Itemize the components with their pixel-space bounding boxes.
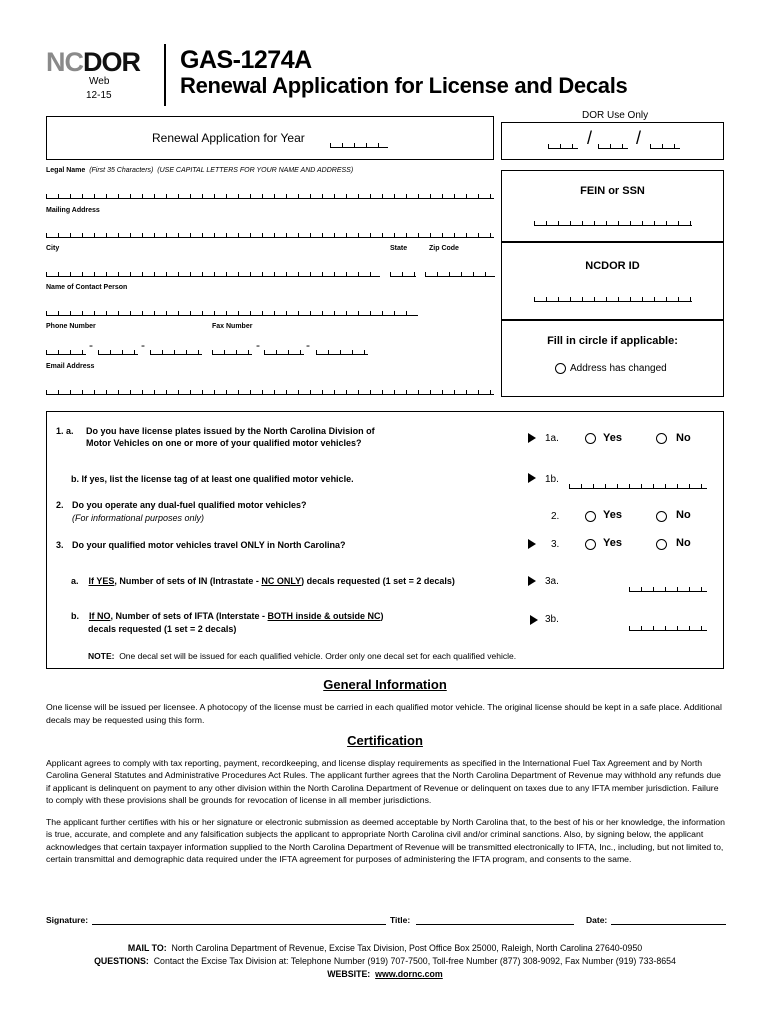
address-changed-label: Address has changed (570, 363, 667, 374)
q2-no-radio[interactable] (656, 511, 667, 522)
legal-name-row (46, 167, 353, 174)
q3b-if-no: If NO (89, 611, 111, 621)
decal-note (88, 651, 516, 661)
q3b-text (71, 611, 384, 621)
questions-label: QUESTIONS: (94, 956, 149, 966)
dor-slash-2: / (636, 128, 642, 148)
q1b-license-tag-input[interactable] (569, 484, 707, 489)
date-label: Date: (586, 915, 608, 925)
footer-website (0, 969, 770, 979)
website-label: WEBSITE: (327, 969, 371, 979)
header-divider (164, 44, 166, 106)
mail-to-label: MAIL TO: (127, 943, 167, 953)
q3a-mid: , Number of sets of IN (Intrastate - (114, 576, 262, 586)
dor-use-only-box (501, 122, 724, 160)
q3a-sets-input[interactable] (629, 587, 707, 592)
q3-number: 3. (56, 540, 64, 550)
q3a-prefix: a. (71, 576, 79, 586)
title-input[interactable] (416, 924, 574, 925)
zip-label: Zip Code (429, 245, 459, 252)
q1b-ref: 1b. (545, 474, 559, 485)
q1a-arrow-icon (528, 433, 536, 443)
city-input[interactable] (46, 272, 380, 277)
footer-mail-to (0, 943, 770, 953)
q1a-text-1: Do you have license plates issued by the North Carolina Division of (86, 426, 375, 436)
general-info-text: One license will be issued per licensee. A photocopy of the license must be carried in each qualified motor vehicle. The original license should be kept in a safe place. Additional decals may be requested using this form. (46, 702, 722, 725)
ncdor-logo (46, 47, 140, 77)
q3b-text-2: decals requested (1 set = 2 decals) (88, 624, 237, 634)
q1b-text: b. If yes, list the license tag of at least one qualified motor vehicle. (71, 474, 354, 484)
questions-text: Contact the Excise Tax Division at: Telephone Number (919) 707-7500, Toll-free Number (877) 308-9092, Fax Number (919) 733-8654 (153, 956, 676, 966)
certification-para-1: Applicant agrees to comply with tax reporting, payment, recordkeeping, and license display requirements as specified in the International Fuel Tax Agreement and by North Carolina General Statutes and Administrative Procedures Act Rules. The applicant further agrees that the North Carolina Department of Revenue may withhold any refunds due if applicant is delinquent on payment to any other division within the North Carolina Department of Revenue or delinquent on taxes due to any IFTA member jurisdiction. Failure to comply with these provisions shall be grounds for revocation of license in all member jurisdictions. (46, 758, 721, 806)
q2-ref: 2. (551, 511, 560, 522)
logo-nc: NC (46, 47, 83, 77)
mailing-address-input[interactable] (46, 233, 494, 238)
note-text: One decal set will be issued for each qualified vehicle. Order only one decal set for each qualified vehicle. (119, 651, 517, 661)
phone-prefix-input[interactable] (98, 350, 138, 355)
website-link[interactable]: www.dornc.com (375, 969, 443, 979)
q1a-no-label: No (676, 432, 691, 444)
q2-text-2: (For informational purposes only) (72, 513, 205, 523)
q3-text: Do your qualified motor vehicles travel ONLY in North Carolina? (72, 540, 346, 550)
mail-to-text: North Carolina Department of Revenue, Excise Tax Division, Post Office Box 25000, Raleigh, North Carolina 27640-0950 (171, 943, 643, 953)
dor-use-field-1 (548, 144, 578, 149)
q1a-yes-label: Yes (603, 432, 622, 444)
address-changed-radio[interactable] (555, 363, 566, 374)
dor-use-field-2 (598, 144, 628, 149)
state-label: State (390, 245, 408, 252)
fein-ssn-label: FEIN or SSN (580, 185, 645, 197)
web-label: Web (89, 76, 110, 87)
q3-ref: 3. (551, 539, 560, 550)
fein-ssn-input[interactable] (534, 221, 692, 226)
note-label: NOTE: (88, 651, 115, 661)
fax-area-input[interactable] (212, 350, 252, 355)
q3b-sets-input[interactable] (629, 626, 707, 631)
q2-number: 2. (56, 500, 64, 510)
q3-yes-label: Yes (603, 537, 622, 549)
q3a-text (71, 576, 455, 586)
fax-prefix-input[interactable] (264, 350, 304, 355)
legal-name-input[interactable] (46, 194, 494, 199)
phone-label: Phone Number (46, 323, 96, 330)
certification-heading: Certification (347, 733, 423, 748)
q3-yes-radio[interactable] (585, 539, 596, 550)
mailing-address-label: Mailing Address (46, 207, 100, 214)
q3b-arrow-icon (530, 615, 538, 625)
q3a-nc-only: NC ONLY (261, 576, 302, 586)
phone-dash-1: - (89, 338, 93, 352)
state-input[interactable] (390, 272, 416, 277)
ncdor-id-input[interactable] (534, 297, 692, 302)
q1a-ref: 1a. (545, 433, 559, 444)
q1a-text-2: Motor Vehicles on one or more of your qualified motor vehicles? (86, 438, 362, 448)
phone-area-input[interactable] (46, 350, 86, 355)
fax-dash-1: - (256, 338, 260, 352)
fax-label: Fax Number (212, 323, 253, 330)
legal-name-label: Legal Name (46, 167, 86, 174)
q3b-mid: , Number of sets of IFTA (Interstate - (110, 611, 268, 621)
title-label: Title: (390, 915, 411, 925)
fill-in-circle-label: Fill in circle if applicable: (547, 335, 678, 347)
logo-dor: DOR (83, 47, 140, 77)
fax-dash-2: - (306, 338, 310, 352)
q3-arrow-icon (528, 539, 536, 549)
footer-questions (0, 956, 770, 966)
q3b-end: ) (380, 611, 384, 621)
q3-no-label: No (676, 537, 691, 549)
phone-dash-2: - (141, 338, 145, 352)
q1b-arrow-icon (528, 473, 536, 483)
city-label: City (46, 245, 60, 252)
q2-text-1: Do you operate any dual-fuel qualified motor vehicles? (72, 500, 307, 510)
q1a-number: 1. a. (56, 426, 74, 436)
legal-name-note-1: (First 35 Characters) (89, 167, 154, 174)
signature-label: Signature: (46, 915, 89, 925)
q1a-no-radio[interactable] (656, 433, 667, 444)
certification-para-2: The applicant further certifies with his or her signature or electronic submission as deemed acceptable by North Carolina that, to the best of his or her knowledge, the information is true, accurate, and complete and any falsification subjects the applicant to appropriate North Carolina civil and/or criminal sanctions. Also, by signing below, the applicant acknowledges that certain taxpayer information supplied to the North Carolina Department of Revenue will be transmitted electronically to IFTA, Inc., including, but not limited to, certain transmittal and demographic data required under the IFTA agreement for purposes of administering the IFTA program, and consents to the same. (46, 817, 725, 865)
dor-use-field-3 (650, 144, 680, 149)
q3a-arrow-icon (528, 576, 536, 586)
dor-use-only-label: DOR Use Only (582, 110, 649, 121)
renewal-year-input[interactable] (330, 143, 388, 148)
general-info-heading: General Information (323, 677, 447, 692)
form-number: GAS-1274A (180, 46, 312, 74)
email-label: Email Address (46, 363, 95, 370)
q3a-ref: 3a. (545, 576, 559, 587)
date-input[interactable] (611, 924, 726, 925)
email-input[interactable] (46, 390, 494, 395)
zip-input[interactable] (425, 272, 495, 277)
q1a-yes-radio[interactable] (585, 433, 596, 444)
renewal-year-label: Renewal Application for Year (152, 131, 305, 145)
fax-line-input[interactable] (316, 350, 368, 355)
q2-yes-radio[interactable] (585, 511, 596, 522)
q2-yes-label: Yes (603, 509, 622, 521)
ncdor-id-label: NCDOR ID (585, 260, 640, 272)
revision-date: 12-15 (86, 90, 112, 101)
q3a-if-yes: If YES (88, 576, 115, 586)
signature-input[interactable] (92, 924, 386, 925)
q3b-ref: 3b. (545, 614, 559, 625)
contact-person-input[interactable] (46, 311, 418, 316)
form-title: Renewal Application for License and Decals (180, 73, 628, 98)
q2-no-label: No (676, 509, 691, 521)
right-panel-divider-2 (501, 319, 724, 321)
phone-line-input[interactable] (150, 350, 202, 355)
right-panel-divider-1 (501, 241, 724, 243)
contact-person-label: Name of Contact Person (46, 284, 128, 291)
q3b-prefix: b. (71, 611, 79, 621)
legal-name-note-2: (USE CAPITAL LETTERS FOR YOUR NAME AND ADDRESS) (157, 167, 354, 174)
q3-no-radio[interactable] (656, 539, 667, 550)
q3b-both: BOTH inside & outside NC (267, 611, 381, 621)
dor-slash-1: / (587, 128, 593, 148)
q3a-end: ) decals requested (1 set = 2 decals) (301, 576, 455, 586)
